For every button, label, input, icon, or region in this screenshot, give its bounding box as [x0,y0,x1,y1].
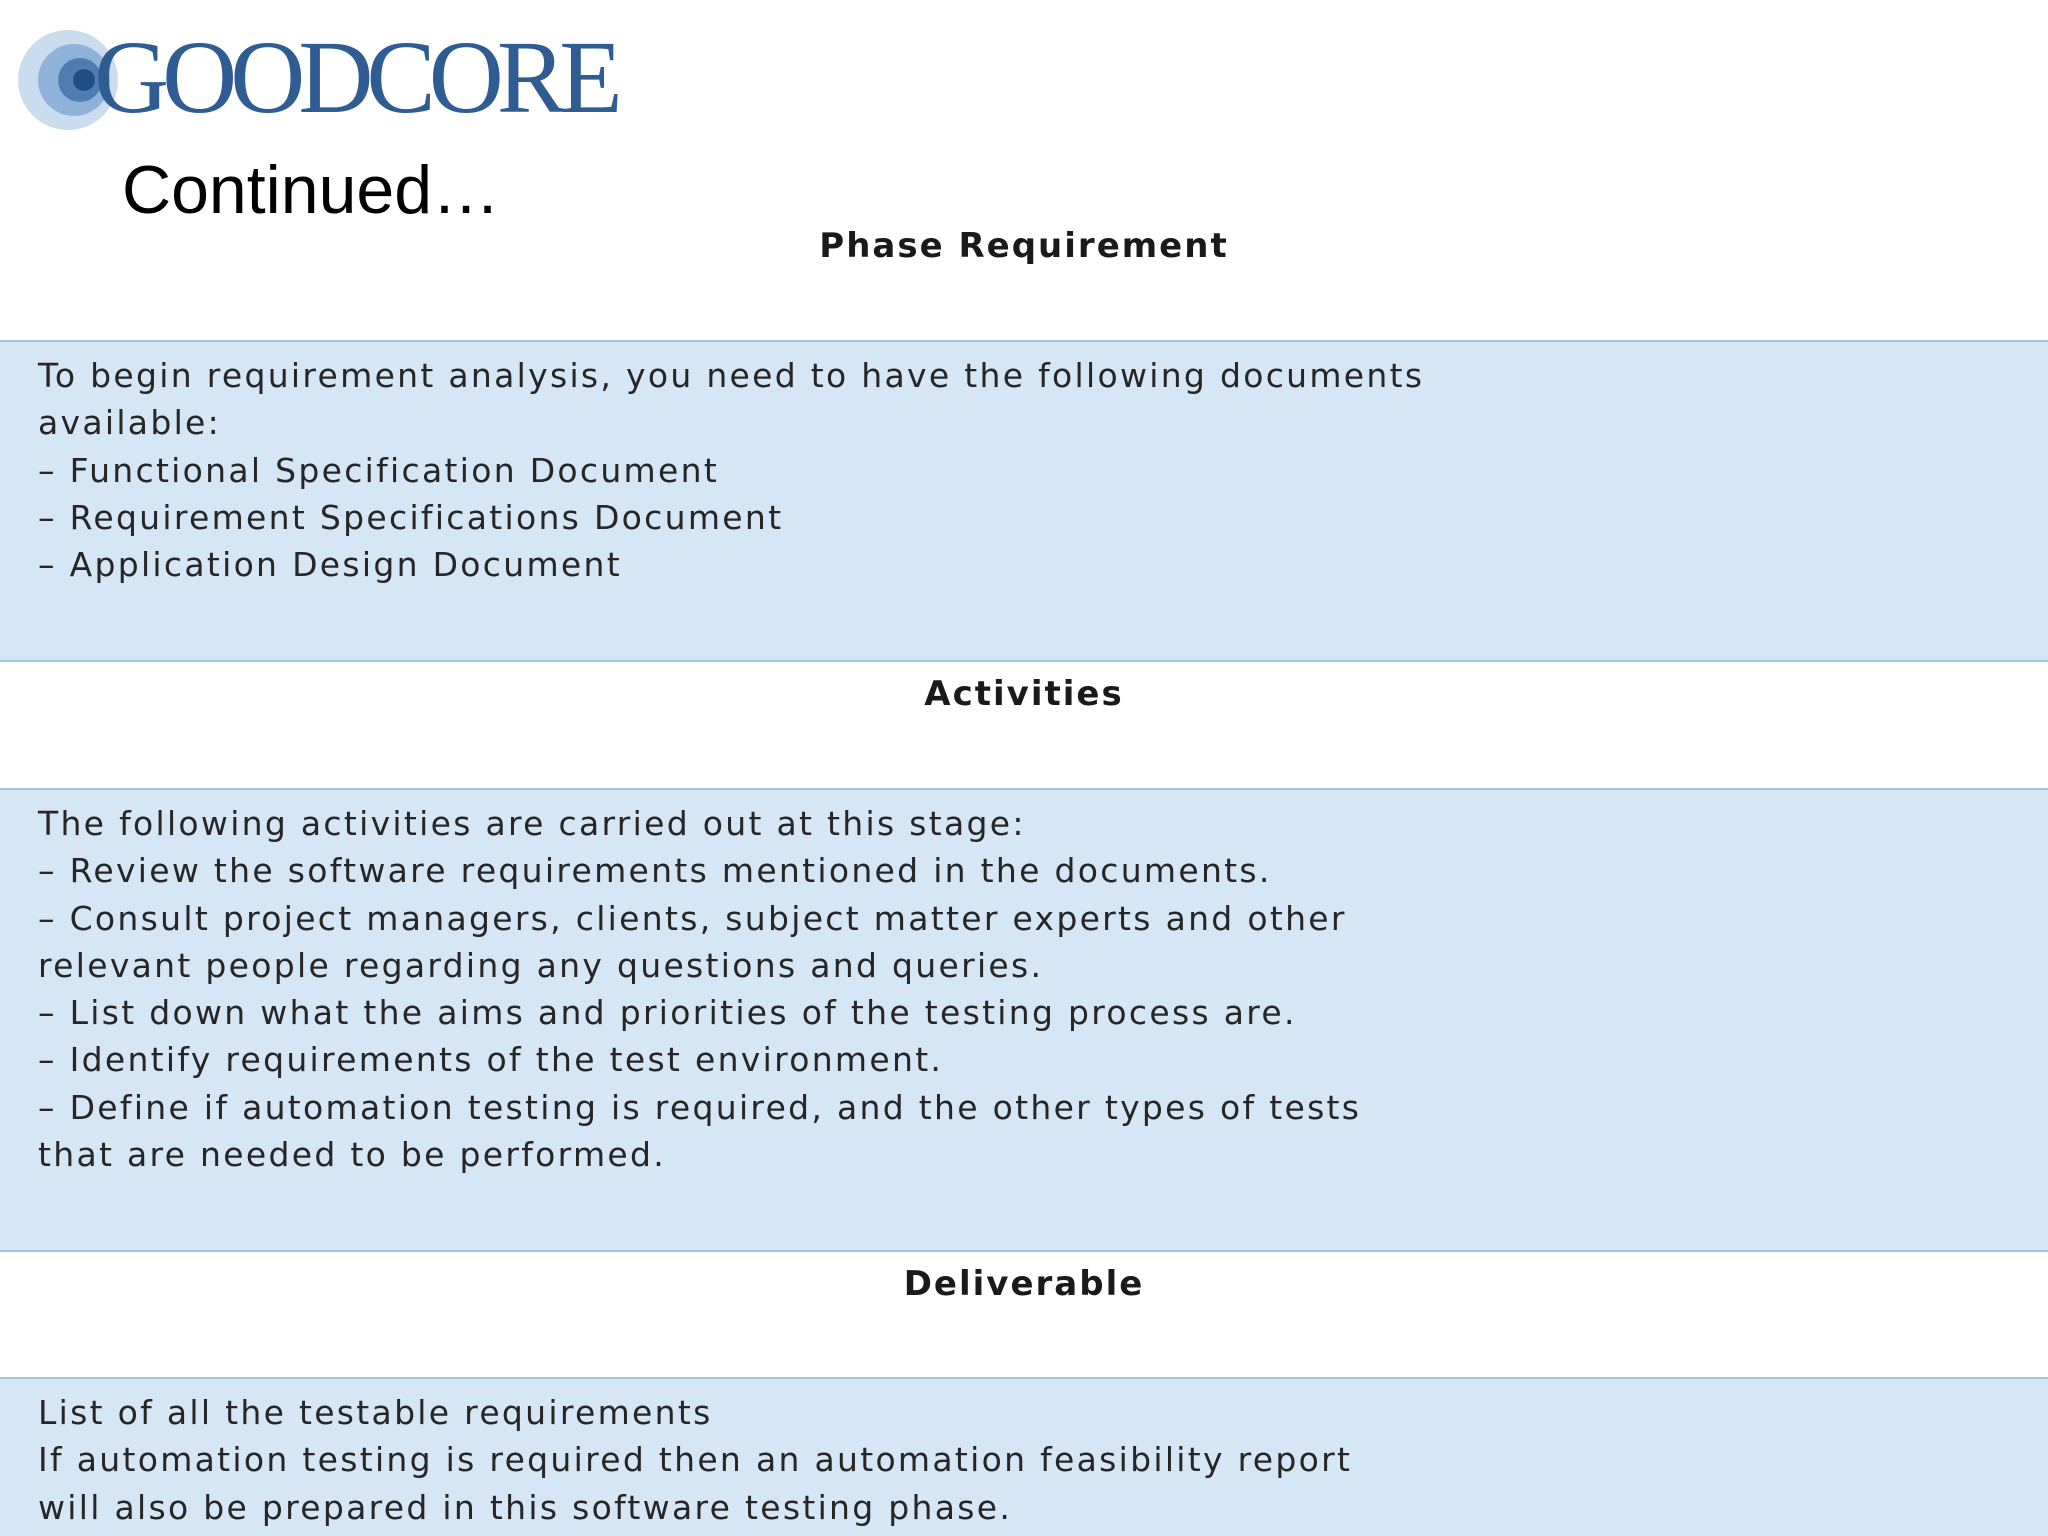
list-item: – Review the software requirements mentioned in the documents. [38,851,1272,891]
list-item: – Define if automation testing is required, and the other types of tests [38,1087,1362,1127]
text-line: To begin requirement analysis, you need to have the following documents [38,356,1425,395]
section-heading-deliverable: Deliverable [903,1264,1145,1304]
text-line: that are needed to be performed. [38,1135,667,1175]
text-line: List of all the testable requirements [38,1393,713,1432]
list-item: – List down what the aims and priorities of the testing process are. [38,993,1297,1033]
slide-title: Continued… [122,152,501,228]
section-heading-activities: Activities [924,674,1124,714]
goodcore-logo [16,20,696,135]
text-line: If automation testing is required then an automation feasibility report [38,1440,1353,1480]
text-line: will also be prepared in this software testing phase. [38,1487,1013,1527]
text-line: The following activities are carried out at this stage: [38,804,1026,843]
list-item: – Consult project managers, clients, subject matter experts and other [38,898,1347,938]
section-box-activities [0,788,2048,1252]
list-item: – Application Design Document [38,545,622,585]
section-box-deliverable [0,1377,2048,1536]
section-heading-phase-requirement: Phase Requirement [819,226,1229,266]
list-item: – Requirement Specifications Document [38,497,784,537]
list-item: – Functional Specification Document [38,450,720,490]
section-box-phase-requirement [0,340,2048,662]
logo-wordmark: GOODCORE [94,20,616,135]
text-line: relevant people regarding any questions and queries. [38,945,1044,985]
list-item: – Identify requirements of the test environment. [38,1040,944,1080]
text-line: available: [38,403,222,443]
